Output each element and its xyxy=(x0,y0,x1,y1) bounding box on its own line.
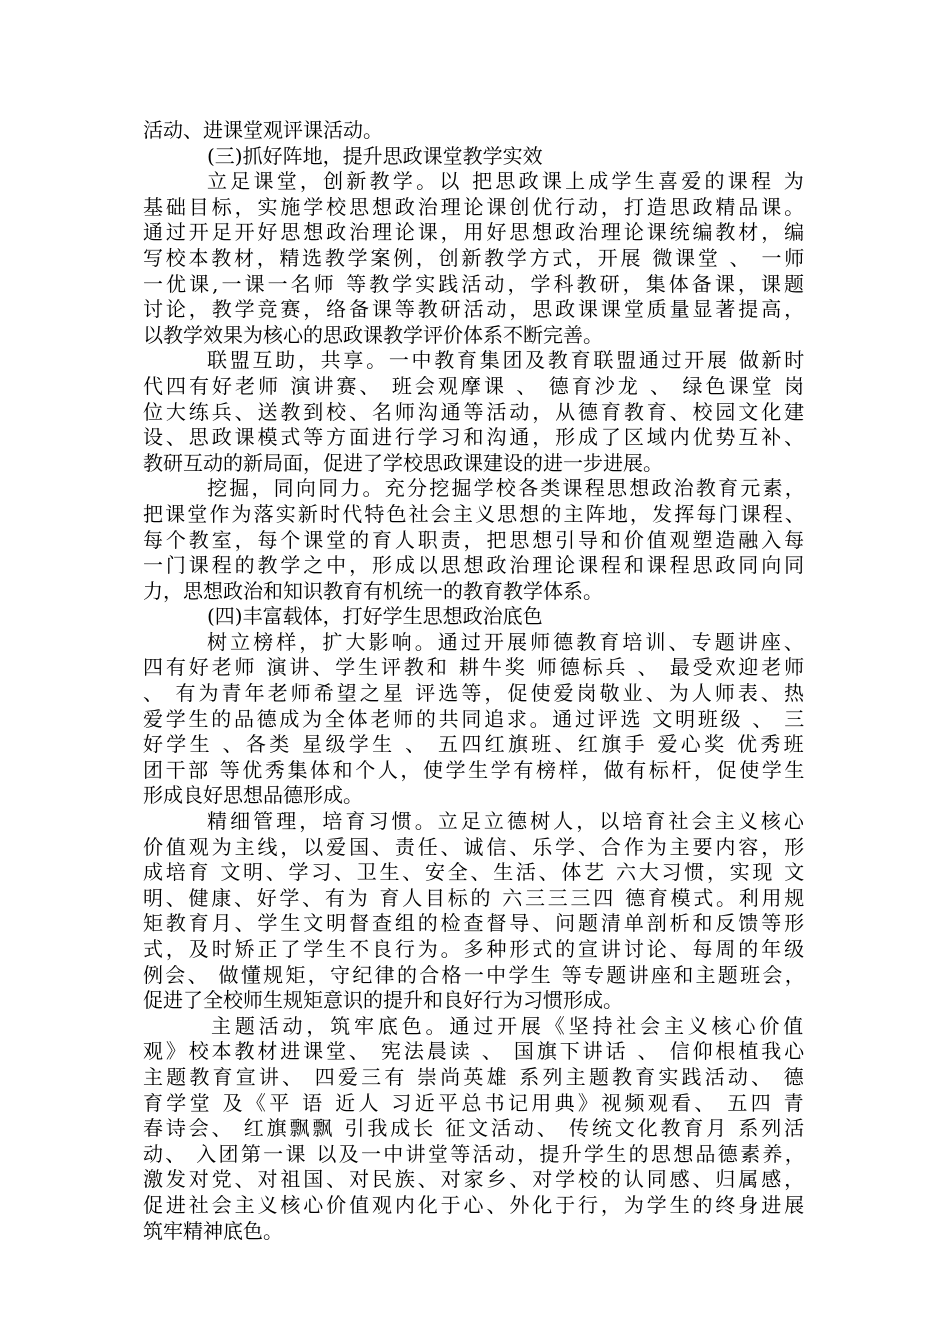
text-line: 设、思政课模式等方面进行学习和沟通，形成了区域内优势互补、 xyxy=(143,425,807,450)
text-line: 春诗会、 红旗飘飘 引我成长 征文活动、 传统文化教育月 系列活 xyxy=(143,1116,807,1141)
text-line: 观》校本教材进课堂、 宪法晨读 、 国旗下讲话 、 信仰根植我心 xyxy=(143,1039,807,1064)
text-line: 力，思想政治和知识教育有机统一的教育教学体系。 xyxy=(143,578,603,603)
text-line: 式，及时矫正了学生不良行为。多种形式的宣讲讨论、每周的年级 xyxy=(143,937,807,961)
text-line: 位大练兵、送教到校、名师沟通等活动，从德育教育、校园文化建 xyxy=(143,399,807,424)
text-line: 、 有为青年老师希望之星 评选等，促使爱岗敬业、为人师表、热 xyxy=(143,681,807,706)
text-line: 激发对党、对祖国、对民族、对家乡、对学校的认同感、归属感， xyxy=(143,1167,807,1192)
text-line: 把课堂作为落实新时代特色社会主义思想的主阵地，发挥每门课程、 xyxy=(143,501,807,526)
text-line: 主题活动，筑牢底色。通过开展《坚持社会主义核心价值 xyxy=(211,1013,807,1038)
text-line: 讨论，教学竞赛，络备课等教研活动，思政课课堂质量显著提高， xyxy=(143,297,807,322)
text-line: 基础目标，实施学校思想政治理论课创优行动，打造思政精品课。 xyxy=(143,194,807,219)
text-line: 四有好老师 演讲、学生评教和 耕牛奖 师德标兵 、 最受欢迎老师 xyxy=(143,655,807,680)
text-line: 成培育 文明、学习、卫生、安全、生活、体艺 六大习惯，实现 文 xyxy=(143,860,807,885)
text-line: 主题教育宣讲、 四爱三有 崇尚英雄 系列主题教育实践活动、 德 xyxy=(143,1064,807,1089)
text-line: 筑牢精神底色。 xyxy=(143,1218,283,1243)
text-line: 教研互动的新局面，促进了学校思政课建设的进一步进展。 xyxy=(143,450,663,475)
text-line: 精细管理，培育习惯。立足立德树人，以培育社会主义核心 xyxy=(207,809,807,834)
text-line: 矩教育月、学生文明督查组的检查督导、问题清单剖析和反馈等形 xyxy=(143,911,807,936)
document-body xyxy=(143,118,807,1244)
text-line: 爱学生的品德成为全体老师的共同追求。通过评选 文明班级 、 三 xyxy=(143,706,807,731)
text-line: 动、 入团第一课 以及一中讲堂等活动，提升学生的思想品德素养， xyxy=(143,1141,807,1166)
text-line: 活动、进课堂观评课活动。 xyxy=(143,118,383,142)
text-line: 形成良好思想品德形成。 xyxy=(143,783,363,808)
text-line: 育学堂 及《平 语 近人 习近平总书记用典》视频观看、 五四 青 xyxy=(143,1090,807,1115)
text-line: 一优课,一课一名师 等教学实践活动，学科教研，集体备课，课题 xyxy=(143,271,807,296)
text-line: 立足课堂，创新教学。以 把思政课上成学生喜爱的课程 为 xyxy=(207,169,807,194)
text-line: 写校本教材，精选教学案例，创新教学方式，开展 微课堂 、 一师 xyxy=(143,245,807,270)
text-line: 一门课程的教学之中，形成以思想政治理论课程和课程思政同向同 xyxy=(143,553,807,578)
text-line: 每个教室，每个课堂的育人职责，把思想引导和价值观塑造融入每 xyxy=(143,527,807,552)
text-line: 明、健康、好学、有为 育人目标的 六三三三四 德育模式。利用规 xyxy=(143,885,807,910)
text-line: 好学生 、各类 星级学生 、 五四红旗班、红旗手 爱心奖 优秀班 xyxy=(143,732,807,757)
text-line: (四)丰富载体，打好学生思想政治底色 xyxy=(207,604,543,629)
text-line: (三)抓好阵地，提升思政课堂教学实效 xyxy=(207,143,543,168)
text-line: 挖掘，同向同力。充分挖掘学校各类课程思想政治教育元素， xyxy=(207,476,807,501)
text-line: 例会、 做懂规矩，守纪律的合格一中学生 等专题讲座和主题班会， xyxy=(143,962,807,987)
text-line: 联盟互助，共享。一中教育集团及教育联盟通过开展 做新时 xyxy=(207,348,807,373)
text-line: 通过开足开好思想政治理论课，用好思想政治理论课统编教材，编 xyxy=(143,220,807,245)
text-line: 以教学效果为核心的思政课教学评价体系不断完善。 xyxy=(143,322,603,347)
text-line: 团干部 等优秀集体和个人，使学生学有榜样，做有标杆，促使学生 xyxy=(143,757,807,782)
text-line: 代四有好老师 演讲赛、 班会观摩课 、 德育沙龙 、 绿色课堂 岗 xyxy=(143,373,807,398)
text-line: 树立榜样，扩大影响。通过开展师德教育培训、专题讲座、 xyxy=(207,629,807,654)
text-line: 促进社会主义核心价值观内化于心、外化于行，为学生的终身进展 xyxy=(143,1192,807,1217)
text-line: 价值观为主线，以爱国、责任、诚信、乐学、合作为主要内容，形 xyxy=(143,834,807,859)
text-line: 促进了全校师生规矩意识的提升和良好行为习惯形成。 xyxy=(143,988,623,1013)
